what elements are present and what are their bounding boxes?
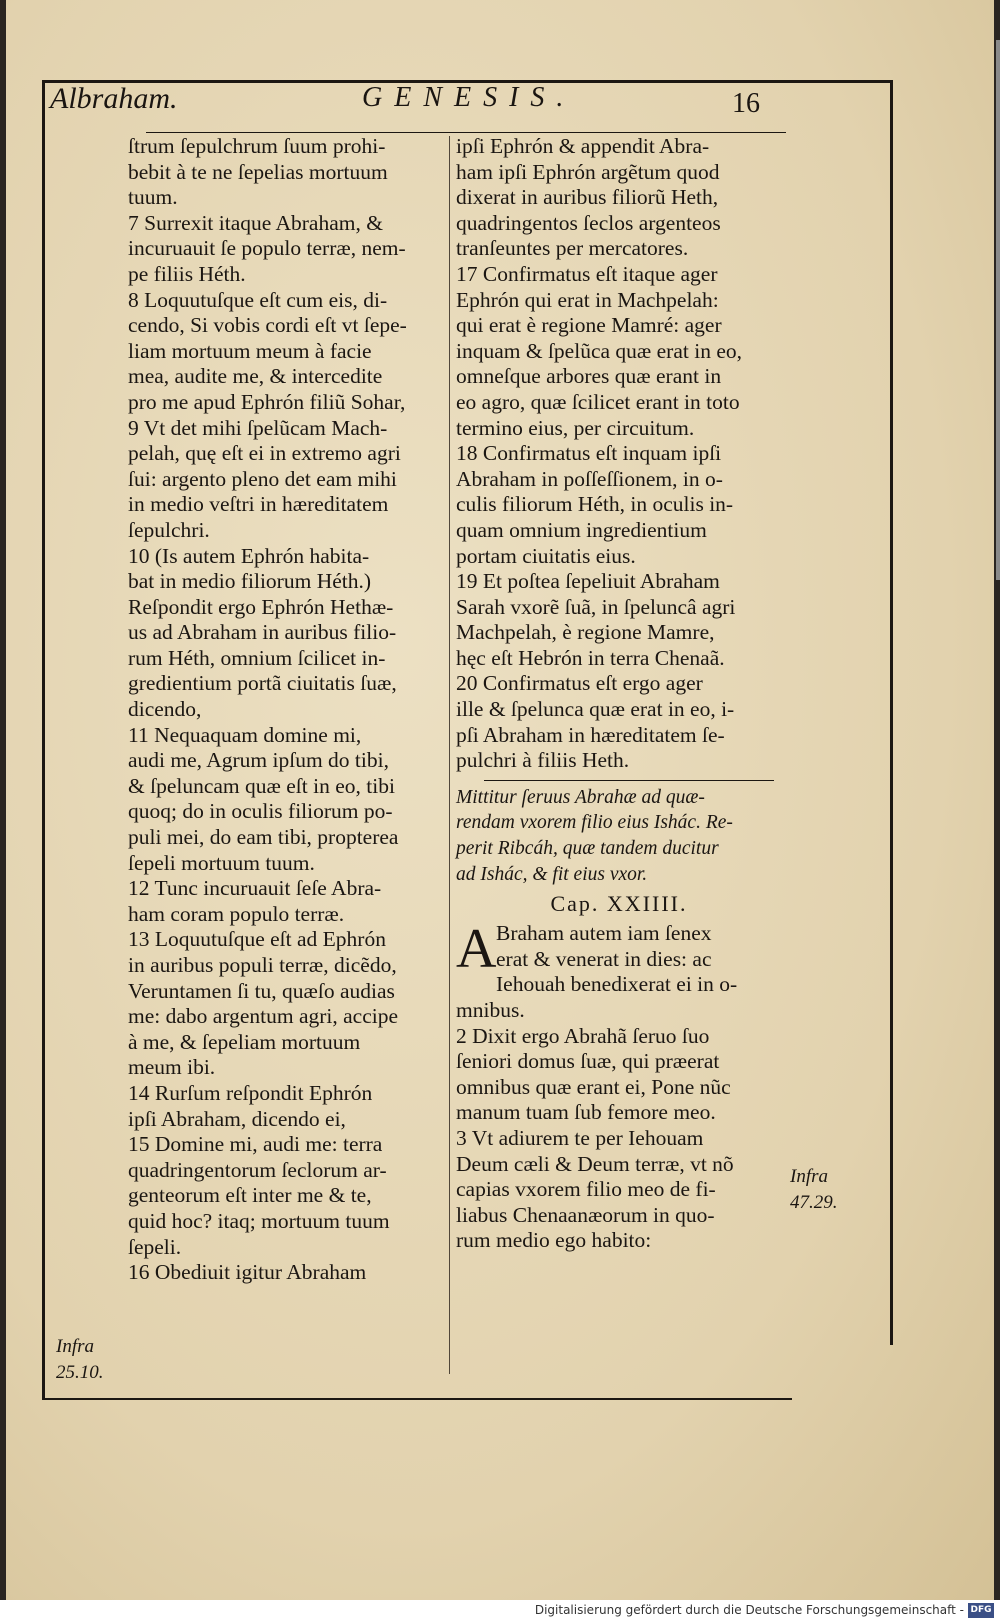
scanned-page: [6, 0, 994, 1600]
text-line: in medio veſtri in hæreditatem: [128, 492, 389, 517]
viewer-scrollbar[interactable]: [996, 40, 1000, 580]
text-line: mea, audite me, & intercedite: [128, 364, 383, 389]
text-line: ſepeli mortuum tuum.: [128, 850, 315, 875]
text-line: capias vxorem filio meo de fi-: [456, 1177, 716, 1202]
footer-credit: Digitalisierung gefördert durch die Deutsche Forschungsgemeinschaft -: [534, 1603, 964, 1617]
footer-bar: [0, 1600, 1000, 1622]
header-rule: [146, 132, 786, 133]
frame-left-rule: [42, 80, 45, 1400]
text-block: [42, 62, 897, 1402]
text-line: 18 Confirmatus eſt inquam ipſi: [456, 441, 722, 466]
text-line: 20 Confirmatus eſt ergo ager: [456, 671, 703, 696]
text-line: 8 Loquutuſque eſt cum eis, di-: [128, 287, 388, 312]
text-line: ille & ſpelunca quæ erat in eo, i-: [456, 697, 735, 722]
text-line: hęc eſt Hebrón in terra Chenaã.: [456, 645, 725, 670]
text-line: pulchri à filiis Heth.: [456, 748, 630, 773]
text-line: 14 Rurſum reſpondit Ephrón: [128, 1080, 373, 1105]
text-line: Iehouah benedixerat ei in o-: [496, 972, 738, 997]
summary-line: Mittitur ſeruus Abrahæ ad quæ-: [456, 786, 705, 808]
text-line: culis filiorum Héth, in oculis in-: [456, 492, 734, 517]
text-line: & ſpeluncam quæ eſt in eo, tibi: [128, 773, 395, 798]
text-line: liabus Chenaanæorum in quo-: [456, 1202, 715, 1227]
summary-line: rendam vxorem filio eius Ishác. Re-: [456, 812, 733, 834]
margin-note-line: Infra: [56, 1336, 94, 1357]
text-line: Braham autem iam ſenex: [496, 921, 712, 946]
text-line: pe filiis Héth.: [128, 261, 246, 286]
text-line: 10 (Is autem Ephrón habita-: [128, 543, 370, 568]
text-line: manum tuam ſub femore meo.: [456, 1100, 716, 1125]
text-line: pro me apud Ephrón filiũ Sohar,: [128, 389, 406, 414]
text-line: quam omnium ingredientium: [456, 517, 707, 542]
text-line: 9 Vt det mihi ſpelũcam Mach-: [128, 415, 388, 440]
text-line: Reſpondit ergo Ephrón Hethæ-: [128, 594, 394, 619]
text-line: omnibus quæ erant ei, Pone nũc: [456, 1074, 731, 1099]
text-line: ſepulchri.: [128, 517, 210, 542]
text-line: Abraham in poſſeſſionem, in o-: [456, 466, 723, 491]
frame-bottom-rule: [42, 1398, 792, 1400]
margin-note-line: Infra: [790, 1166, 828, 1187]
text-line: 2 Dixit ergo Abrahã ſeruo ſuo: [456, 1023, 710, 1048]
summary-line: ad Ishác, & fit eius vxor.: [456, 863, 648, 885]
text-line: ſepeli.: [128, 1234, 182, 1259]
text-line: us ad Abraham in auribus filio-: [128, 620, 397, 645]
text-line: 15 Domine mi, audi me: terra: [128, 1132, 383, 1157]
chapter-title: Cap. XXIIII.: [550, 891, 688, 917]
text-line: ham coram populo terræ.: [128, 901, 345, 926]
text-line: puli mei, do eam tibi, propterea: [128, 825, 399, 850]
text-line: bat in medio filiorum Héth.): [128, 569, 372, 594]
text-line: ipſi Abraham, dicendo ei,: [128, 1106, 346, 1131]
margin-note-right: [790, 1164, 838, 1215]
text-line: erat & venerat in dies: ac: [496, 946, 712, 971]
text-line: tranſeuntes per mercatores.: [456, 236, 689, 261]
chapter-text: [456, 972, 782, 1254]
column-divider: [449, 136, 450, 1374]
margin-note-left: [56, 1334, 104, 1385]
text-line: 12 Tunc incuruauit ſeſe Abra-: [128, 876, 382, 901]
text-line: qui erat è regione Mamré: ager: [456, 313, 722, 338]
text-line: me: dabo argentum agri, accipe: [128, 1004, 399, 1029]
text-line: quadringentos ſeclos argenteos: [456, 210, 721, 235]
text-line: 16 Obediuit igitur Abraham: [128, 1260, 367, 1285]
margin-note-line: 47.29.: [790, 1191, 838, 1213]
dfg-logo-icon: DFG: [968, 1603, 994, 1618]
text-line: pelah, quę eſt ei in extremo agri: [128, 441, 401, 466]
text-line: 7 Surrexit itaque Abraham, &: [128, 210, 383, 235]
text-line: mnibus.: [456, 998, 525, 1022]
book-title: GENESIS.: [362, 82, 576, 113]
text-line: liam mortuum meum à facie: [128, 338, 372, 363]
chapter-summary: [456, 785, 782, 887]
text-line: inquam & ſpelũca quæ erat in eo,: [456, 338, 742, 363]
summary-rule: [484, 780, 774, 781]
text-line: dixerat in auribus filiorũ Heth,: [456, 185, 719, 210]
text-line: incuruauit ſe populo terræ, nem-: [128, 236, 406, 261]
text-line: ham ipſi Ephrón argẽtum quod: [456, 159, 720, 184]
text-line: 3 Vt adiurem te per Iehouam: [456, 1125, 704, 1150]
text-line: ipſi Ephrón & appendit Abra-: [456, 134, 710, 158]
right-column: [456, 134, 782, 1254]
text-line: quid hoc? itaq; mortuum tuum: [128, 1208, 390, 1233]
text-line: eo agro, quæ ſcilicet erant in toto: [456, 389, 740, 414]
text-line: Deum cæli & Deum terræ, vt nõ: [456, 1151, 734, 1176]
drop-cap: A: [456, 918, 497, 981]
text-line: portam ciuitatis eius.: [456, 543, 636, 568]
text-line: Machpelah, è regione Mamre,: [456, 620, 715, 645]
text-line: meum ibi.: [128, 1055, 216, 1080]
chapter-opening: [456, 918, 782, 981]
text-line: quadringentorum ſeclorum ar-: [128, 1157, 387, 1182]
text-line: audi me, Agrum ipſum do tibi,: [128, 748, 389, 773]
text-line: genteorum eſt inter me & te,: [128, 1183, 372, 1208]
text-line: pſi Abraham in hæreditatem ſe-: [456, 722, 725, 747]
margin-note-line: 25.10.: [56, 1361, 104, 1383]
right-column-verses: [456, 134, 782, 774]
chapter-first-lines: [456, 921, 782, 972]
text-line: 13 Loquutuſque eſt ad Ephrón: [128, 927, 386, 952]
summary-line: perit Ribcáh, quæ tandem ducitur: [456, 838, 719, 860]
text-line: rum Héth, omnium ſcilicet in-: [128, 645, 386, 670]
running-head: Albraham.: [50, 82, 178, 115]
text-line: gredientium portã ciuitatis ſuæ,: [128, 671, 397, 696]
text-line: bebit à te ne ſepelias mortuum: [128, 159, 388, 184]
frame-right-rule: [890, 80, 893, 1345]
text-line: rum medio ego habito:: [456, 1228, 652, 1253]
text-line: Sarah vxorẽ ſuã, in ſpeluncâ agri: [456, 594, 736, 619]
text-line: in auribus populi terræ, dicẽdo,: [128, 953, 397, 977]
text-line: Ephrón qui erat in Machpelah:: [456, 287, 719, 312]
text-line: cendo, Si vobis cordi eſt vt ſepe-: [128, 313, 407, 338]
text-line: termino eius, per circuitum.: [456, 415, 695, 440]
text-line: omneſque arbores quæ erant in: [456, 364, 722, 389]
text-line: Veruntamen ſi tu, quæſo audias: [128, 978, 395, 1003]
text-line: dicendo,: [128, 697, 202, 722]
page-number: 16: [732, 88, 760, 119]
text-line: ſtrum ſepulchrum ſuum prohi-: [128, 134, 386, 158]
text-line: quoq; do in oculis filiorum po-: [128, 799, 393, 824]
text-line: ſui: argento pleno det eam mihi: [128, 466, 397, 491]
left-column: [128, 134, 446, 1286]
text-line: tuum.: [128, 185, 178, 210]
text-line: à me, & ſepeliam mortuum: [128, 1029, 361, 1054]
text-line: 19 Et poſtea ſepeliuit Abraham: [456, 569, 720, 594]
text-line: ſeniori domus ſuæ, qui præerat: [456, 1049, 720, 1074]
text-line: 17 Confirmatus eſt itaque ager: [456, 261, 718, 286]
text-line: 11 Nequaquam domine mi,: [128, 722, 362, 747]
